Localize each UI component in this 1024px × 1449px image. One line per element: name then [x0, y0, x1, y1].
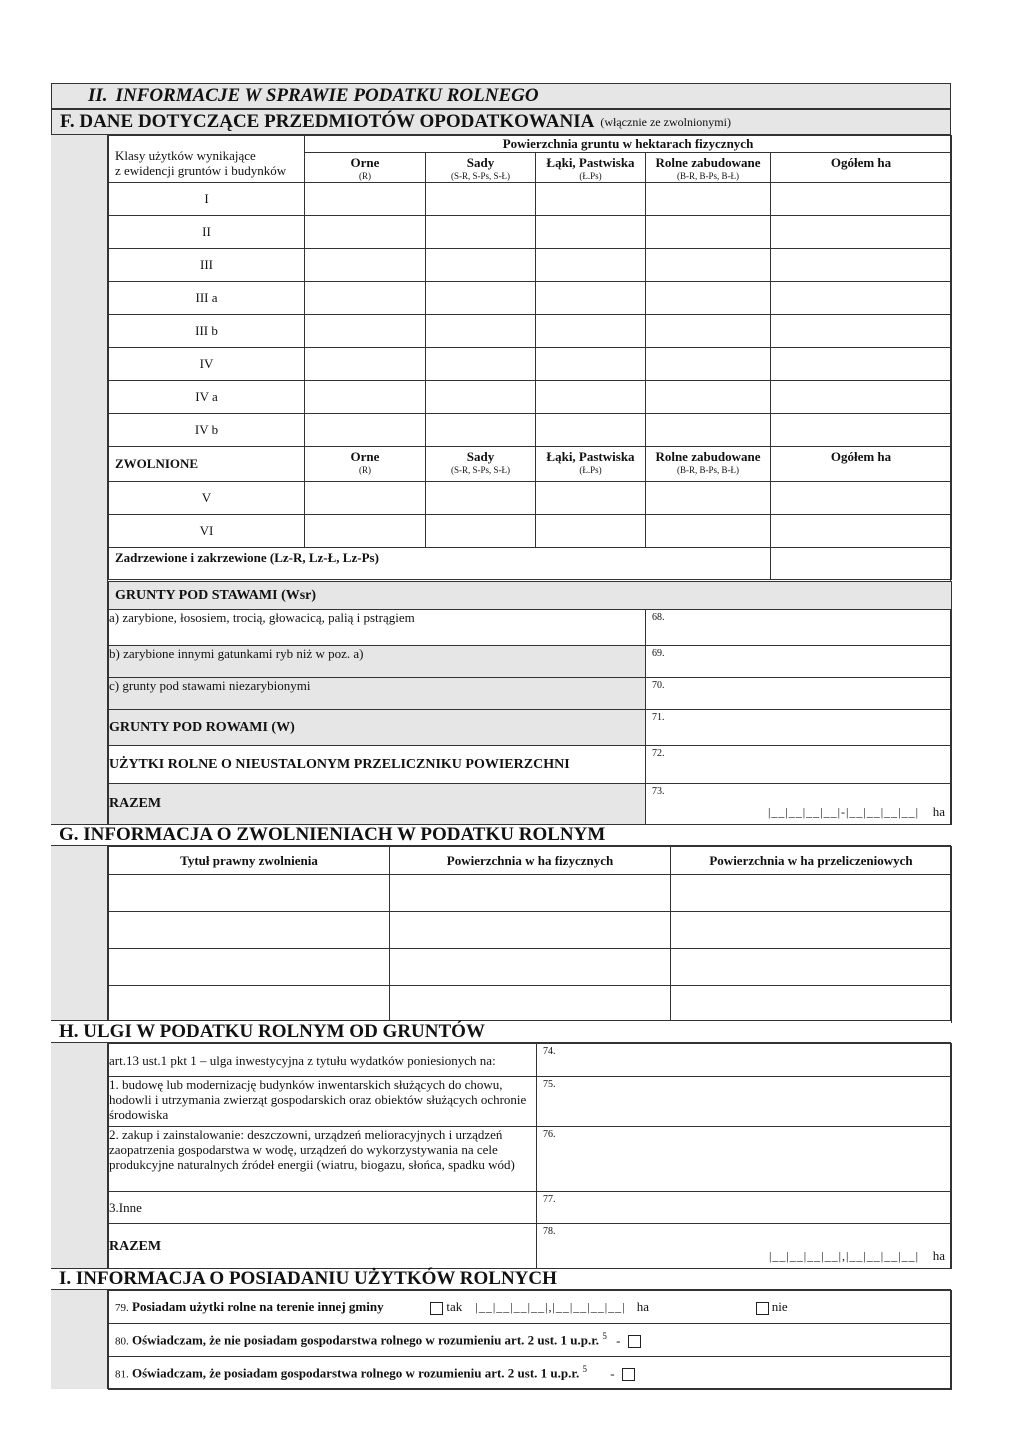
classes-header: [109, 136, 305, 183]
section-h-title: H. ULGI W PODATKU ROLNYM OD GRUNTÓW: [59, 1020, 485, 1042]
pond-row-num: 70.: [652, 680, 665, 691]
section-f-title: F. DANE DOTYCZĄCE PRZEDMIOTÓW OPODATKOWANIA: [60, 111, 595, 132]
exempt-class-input-cell[interactable]: [536, 482, 646, 515]
class-input-cell[interactable]: [771, 282, 952, 315]
ponds-total-unit: ha: [932, 804, 945, 819]
class-input-cell[interactable]: [771, 216, 952, 249]
exempt-col-4: [771, 447, 952, 482]
exemption-row: [109, 949, 952, 986]
relief-row-value[interactable]: [537, 1044, 952, 1077]
wooded-total-cell[interactable]: [771, 548, 952, 580]
class-input-cell[interactable]: [426, 348, 536, 381]
q80-text: Oświadczam, że nie posiadam gospodarstwa rolnego w rozumieniu art. 2 ust. 1 u.p.r.: [132, 1332, 600, 1348]
class-input-cell[interactable]: [426, 282, 536, 315]
exemption-input-cell[interactable]: [390, 912, 671, 949]
section-f-header: [51, 109, 951, 135]
q79-row: [109, 1291, 952, 1324]
reliefs-table: [108, 1043, 952, 1269]
relief-row-value[interactable]: [537, 1224, 952, 1269]
q81-checkbox[interactable]: [622, 1368, 635, 1381]
pond-row-label: c) grunty pod stawami niezarybionymi: [109, 678, 646, 710]
class-label: III a: [109, 282, 305, 315]
relief-row-num: 78.: [543, 1226, 556, 1237]
class-input-cell[interactable]: [646, 381, 771, 414]
section-g-sidebar: [51, 846, 108, 1020]
ponds-header: GRUNTY POD STAWAMI (Wsr): [109, 582, 952, 610]
exempt-class-input-cell[interactable]: [771, 515, 952, 548]
exempt-col-code: (Ł.Ps): [579, 465, 602, 475]
exemption-input-cell[interactable]: [109, 949, 390, 986]
q80-footnote: 5: [602, 1331, 607, 1342]
exemption-row: [109, 912, 952, 949]
class-input-cell[interactable]: [771, 414, 952, 447]
relief-row-label: 1. budowę lub modernizację budynków inwentarskich służących do chowu, hodowli i utrzymania zwierząt gospodarskich oraz obiektów służących ochronie środowiska: [109, 1077, 537, 1127]
reliefs-total-digits[interactable]: |__|__|__|__|,|__|__|__|__|: [768, 1249, 919, 1263]
class-input-cell[interactable]: [646, 315, 771, 348]
exempt-class-input-cell[interactable]: [305, 482, 426, 515]
exemptions-table: [108, 846, 952, 1023]
pond-row: [109, 678, 952, 710]
pond-row: [109, 746, 952, 784]
class-input-cell[interactable]: [771, 348, 952, 381]
class-label: IV a: [109, 381, 305, 414]
exempt-class-input-cell[interactable]: [646, 515, 771, 548]
class-input-cell[interactable]: [426, 183, 536, 216]
exemption-input-cell[interactable]: [109, 875, 390, 912]
class-input-cell[interactable]: [426, 381, 536, 414]
exempt-class-label: V: [109, 482, 305, 515]
exemption-col-2: Powierzchnia w ha przeliczeniowych: [671, 847, 952, 875]
class-input-cell[interactable]: [305, 183, 426, 216]
area-header: Powierzchnia gruntu w hektarach fizycznych: [305, 136, 952, 153]
class-row: [109, 381, 952, 414]
pond-row-value[interactable]: [646, 678, 952, 710]
class-row: [109, 183, 952, 216]
section-ii-header: [51, 83, 951, 109]
class-label: I: [109, 183, 305, 216]
exempt-col-3: [646, 447, 771, 482]
q79-area-field[interactable]: |__|__|__|__|,|__|__|__|__|: [475, 1300, 626, 1314]
q81-dash: -: [610, 1365, 615, 1381]
relief-row-num: 77.: [543, 1194, 556, 1205]
class-input-cell[interactable]: [771, 183, 952, 216]
area-col-code: (S-R, S-Ps, S-Ł): [450, 171, 510, 181]
class-input-cell[interactable]: [536, 414, 646, 447]
class-row: [109, 414, 952, 447]
area-col-0: [305, 153, 426, 183]
relief-row: [109, 1077, 952, 1127]
area-col-name: Rolne zabudowane: [655, 155, 761, 170]
pond-row-value[interactable]: [646, 784, 952, 825]
q79-no-label: nie: [771, 1299, 788, 1314]
exempt-class-label: VI: [109, 515, 305, 548]
area-col-name: Sady: [466, 155, 495, 170]
q79-no-checkbox[interactable]: [756, 1302, 769, 1315]
class-input-cell[interactable]: [305, 381, 426, 414]
pond-row-label: UŻYTKI ROLNE O NIEUSTALONYM PRZELICZNIKU POWIERZCHNI: [109, 746, 646, 784]
section-i-title: I. INFORMACJA O POSIADANIU UŻYTKÓW ROLNYCH: [59, 1268, 557, 1289]
exempt-col-2: [536, 447, 646, 482]
classes-table: [108, 135, 952, 580]
class-input-cell[interactable]: [305, 216, 426, 249]
class-input-cell[interactable]: [305, 414, 426, 447]
q79-yes-label: tak: [446, 1299, 463, 1314]
class-input-cell[interactable]: [536, 216, 646, 249]
class-input-cell[interactable]: [536, 249, 646, 282]
relief-row: [109, 1224, 952, 1269]
exempt-col-name: Rolne zabudowane: [655, 449, 761, 464]
section-i-sidebar: [51, 1290, 108, 1389]
q79-yes-checkbox[interactable]: [430, 1302, 443, 1315]
class-input-cell[interactable]: [536, 348, 646, 381]
pond-row-num: 68.: [652, 612, 665, 623]
exemption-input-cell[interactable]: [671, 986, 952, 1023]
pond-row: [109, 784, 952, 825]
ponds-table: [108, 581, 952, 825]
pond-row-num: 72.: [652, 748, 665, 759]
q80-num: 80.: [115, 1335, 129, 1348]
relief-row-label: art.13 ust.1 pkt 1 – ulga inwestycyjna z tytułu wydatków poniesionych na:: [109, 1044, 537, 1077]
pond-row-num: 69.: [652, 648, 665, 659]
ponds-sidebar: [51, 581, 108, 824]
exemption-input-cell[interactable]: [671, 875, 952, 912]
class-input-cell[interactable]: [305, 282, 426, 315]
exempt-class-input-cell[interactable]: [771, 482, 952, 515]
class-label: III: [109, 249, 305, 282]
exemption-col-1: Powierzchnia w ha fizycznych: [390, 847, 671, 875]
class-label: II: [109, 216, 305, 249]
exemption-row: [109, 986, 952, 1023]
exemption-input-cell[interactable]: [109, 912, 390, 949]
section-f-note: (włącznie ze zwolnionymi): [600, 114, 731, 129]
exempt-class-row: [109, 515, 952, 548]
section-ii-roman: II.: [88, 85, 108, 106]
pond-row: [109, 710, 952, 746]
area-col-3: [646, 153, 771, 183]
class-input-cell[interactable]: [305, 249, 426, 282]
exempt-col-0: [305, 447, 426, 482]
exempt-class-input-cell[interactable]: [646, 482, 771, 515]
exempt-col-code: (S-R, S-Ps, S-Ł): [450, 465, 510, 475]
exemption-col-0: Tytuł prawny zwolnienia: [109, 847, 390, 875]
pond-row-value[interactable]: [646, 610, 952, 646]
relief-row: [109, 1044, 952, 1077]
class-input-cell[interactable]: [646, 216, 771, 249]
exempt-class-input-cell[interactable]: [426, 515, 536, 548]
exempt-label: ZWOLNIONE: [109, 447, 305, 482]
relief-row-num: 76.: [543, 1129, 556, 1140]
pond-row-value[interactable]: [646, 746, 952, 784]
area-col-1: [426, 153, 536, 183]
class-input-cell[interactable]: [646, 414, 771, 447]
reliefs-total-unit: ha: [932, 1248, 945, 1263]
area-col-code: (Ł.Ps): [579, 171, 602, 181]
class-input-cell[interactable]: [536, 183, 646, 216]
exempt-col-name: Łąki, Pastwiska: [546, 449, 635, 464]
relief-row-label: 2. zakup i zainstalowanie: deszczowni, urządzeń melioracyjnych i urządzeń zaopatrzenia gospodarstwa w wodę, urządzeń do wykorzystywania na cele produkcyjne naturalnych źródeł energii (wiatru, biogazu, słońca, spadku wód): [109, 1127, 537, 1192]
class-input-cell[interactable]: [536, 315, 646, 348]
section-g-title: G. INFORMACJA O ZWOLNIENIACH W PODATKU ROLNYM: [59, 824, 606, 845]
exemption-input-cell[interactable]: [390, 875, 671, 912]
pond-row-label: GRUNTY POD ROWAMI (W): [109, 710, 646, 746]
class-input-cell[interactable]: [536, 282, 646, 315]
exemption-input-cell[interactable]: [390, 949, 671, 986]
class-input-cell[interactable]: [646, 282, 771, 315]
relief-row-label: 3.Inne: [109, 1192, 537, 1224]
class-input-cell[interactable]: [305, 348, 426, 381]
q81-text: Oświadczam, że posiadam gospodarstwa rolnego w rozumieniu art. 2 ust. 1 u.p.r.: [132, 1365, 580, 1381]
pond-row-value[interactable]: [646, 710, 952, 746]
relief-row-label: RAZEM: [109, 1224, 537, 1269]
pond-row: [109, 646, 952, 678]
area-col-code: (B-R, B-Ps, B-Ł): [676, 171, 739, 181]
exemption-input-cell[interactable]: [671, 949, 952, 986]
class-input-cell[interactable]: [646, 348, 771, 381]
exemption-input-cell[interactable]: [390, 986, 671, 1023]
exemption-row: [109, 875, 952, 912]
pond-row-num: 73.: [652, 786, 665, 797]
relief-row-value[interactable]: [537, 1127, 952, 1192]
relief-row: [109, 1192, 952, 1224]
class-input-cell[interactable]: [426, 216, 536, 249]
relief-row-num: 74.: [543, 1046, 556, 1057]
relief-row-value[interactable]: [537, 1192, 952, 1224]
class-input-cell[interactable]: [771, 249, 952, 282]
section-g-header: [51, 824, 951, 846]
q79-unit: ha: [636, 1299, 650, 1314]
section-ii-title: INFORMACJE W SPRAWIE PODATKU ROLNEGO: [115, 85, 539, 106]
class-row: [109, 282, 952, 315]
class-input-cell[interactable]: [646, 183, 771, 216]
pond-row-label: RAZEM: [109, 784, 646, 825]
class-row: [109, 348, 952, 381]
class-input-cell[interactable]: [426, 414, 536, 447]
class-label: III b: [109, 315, 305, 348]
class-input-cell[interactable]: [536, 381, 646, 414]
q81-footnote: 5: [582, 1364, 587, 1375]
pond-row-label: a) zarybione, łososiem, trocią, głowacicą, palią i pstrągiem: [109, 610, 646, 646]
q80-checkbox[interactable]: [628, 1335, 641, 1348]
q79-text: Posiadam użytki rolne na terenie innej gminy: [132, 1299, 384, 1314]
exempt-col-name: Orne: [350, 449, 380, 464]
area-col-code: (R): [359, 171, 371, 181]
class-input-cell[interactable]: [426, 249, 536, 282]
class-input-cell[interactable]: [771, 315, 952, 348]
area-col-name: Ogółem ha: [830, 155, 892, 170]
exempt-col-code: (B-R, B-Ps, B-Ł): [676, 465, 739, 475]
class-input-cell[interactable]: [771, 381, 952, 414]
pond-row-value[interactable]: [646, 646, 952, 678]
exemption-input-cell[interactable]: [109, 986, 390, 1023]
area-col-name: Łąki, Pastwiska: [546, 155, 635, 170]
farm-info-table: [108, 1290, 952, 1390]
exempt-col-name: Sady: [466, 449, 495, 464]
section-i-header: [51, 1268, 951, 1290]
exempt-class-input-cell[interactable]: [305, 515, 426, 548]
q79-num: 79.: [115, 1302, 129, 1314]
exempt-col-1: [426, 447, 536, 482]
section-h-header: [51, 1020, 951, 1043]
q80-dash: -: [616, 1332, 621, 1348]
area-col-name: Orne: [350, 155, 380, 170]
exempt-class-input-cell[interactable]: [426, 482, 536, 515]
class-row: [109, 249, 952, 282]
q80-row: [109, 1324, 952, 1357]
class-label: IV b: [109, 414, 305, 447]
class-row: [109, 315, 952, 348]
exemption-input-cell[interactable]: [671, 912, 952, 949]
ponds-total-digits[interactable]: |__|__|__|__|-|__|__|__|__|: [767, 805, 919, 819]
exempt-col-code: (R): [359, 465, 371, 475]
class-label: IV: [109, 348, 305, 381]
section-h-sidebar: [51, 1043, 108, 1268]
pond-row-label: b) zarybione innymi gatunkami ryb niż w poz. a): [109, 646, 646, 678]
relief-row-value[interactable]: [537, 1077, 952, 1127]
wooded-label: Zadrzewione i zakrzewione (Lz-R, Lz-Ł, Lz-Ps): [109, 548, 771, 580]
area-col-4: [771, 153, 952, 183]
classes-header-line1: Klasy użytków wynikające: [115, 148, 256, 163]
pond-row-num: 71.: [652, 712, 665, 723]
relief-row: [109, 1127, 952, 1192]
q81-row: [109, 1357, 952, 1390]
section-f-sidebar: [51, 135, 108, 581]
pond-row: [109, 610, 952, 646]
classes-header-line2: z ewidencji gruntów i budynków: [115, 163, 287, 178]
class-input-cell[interactable]: [305, 315, 426, 348]
q81-num: 81.: [115, 1368, 129, 1381]
relief-row-num: 75.: [543, 1079, 556, 1090]
area-col-2: [536, 153, 646, 183]
class-row: [109, 216, 952, 249]
exempt-class-input-cell[interactable]: [536, 515, 646, 548]
class-input-cell[interactable]: [426, 315, 536, 348]
exempt-col-name: Ogółem ha: [830, 449, 892, 464]
class-input-cell[interactable]: [646, 249, 771, 282]
exempt-class-row: [109, 482, 952, 515]
